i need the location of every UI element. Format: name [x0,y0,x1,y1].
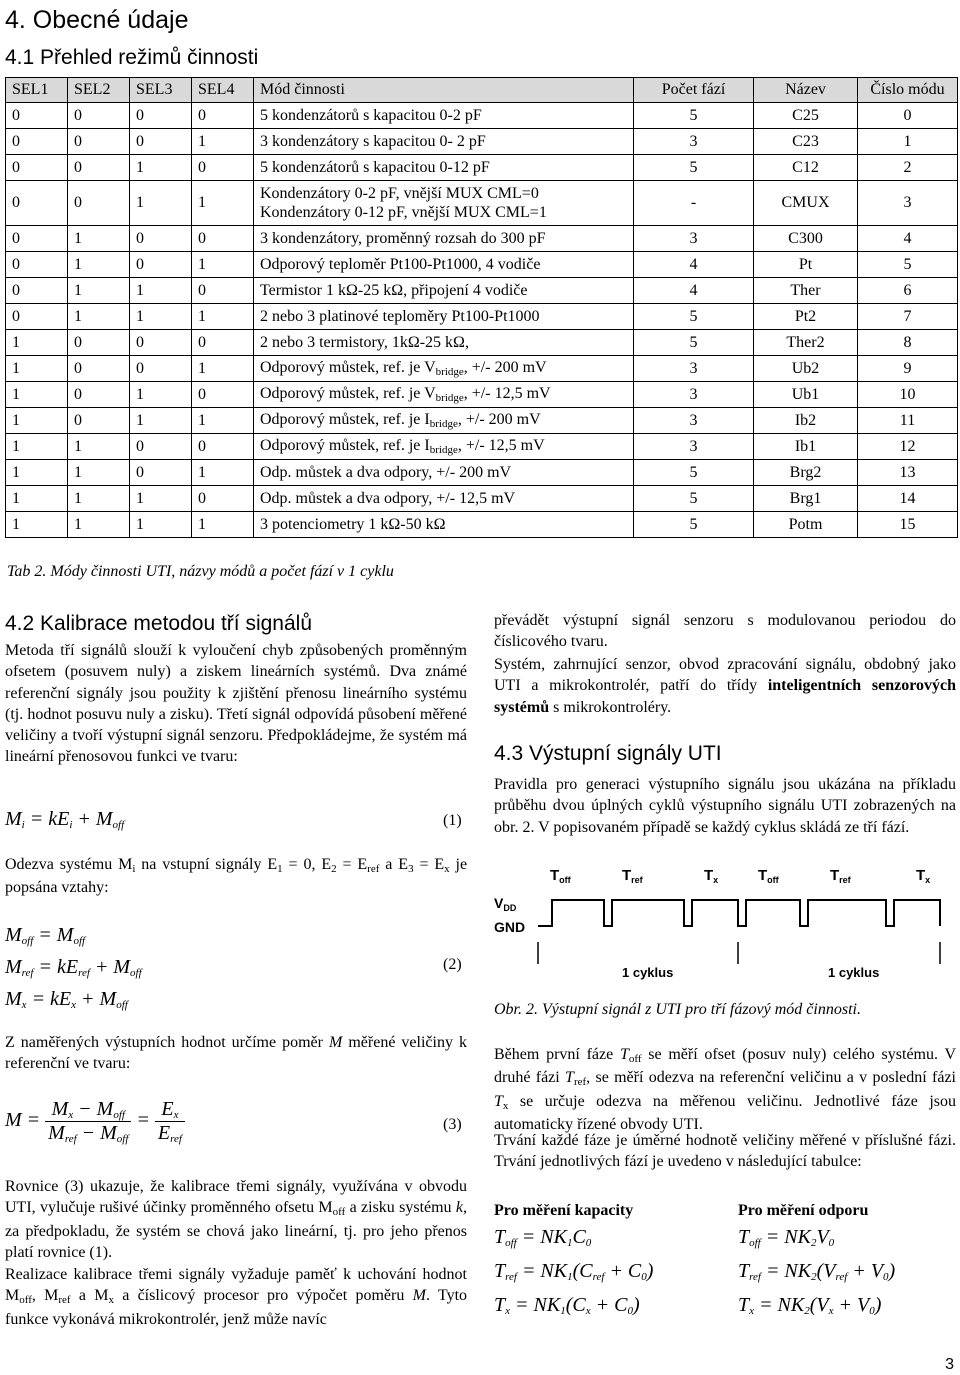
table-cell: 1 [130,181,192,226]
table-cell: 0 [858,103,958,129]
equation-2-number: (2) [443,956,462,973]
table-cell: 3 [634,129,754,155]
output-signal-figure [494,864,942,984]
table-row [6,434,958,460]
table-cell: 4 [634,278,754,304]
table-cell: 0 [130,103,192,129]
table-cell: Ther2 [754,330,858,356]
paragraph-output-signals: Pravidla pro generaci výstupního signálu jsou ukázána na příkladu průběhu dvou úplných cyklů výstupního signálu UTI zobrazených na obr. 2. V popisovaném případě se každý cyklus skládá ze tří fází. [494,776,956,836]
capacity-heading: Pro měření kapacity [494,1202,634,1219]
table-header-cell: Počet fází [634,78,754,103]
table-cell: 0 [68,356,130,382]
table-cell: Ub2 [754,356,858,382]
modes-table [5,77,958,538]
table-cell: 0 [6,181,68,226]
table-cell: 5 [634,155,754,181]
table-cell: 2 nebo 3 termistory, 1kΩ-25 kΩ, [254,330,634,356]
paragraph-right-1: převádět výstupní signál senzoru s modulovanou periodou do číslicového tvaru. [494,612,956,651]
table-cell: 1 [68,252,130,278]
table-cell: 1 [6,434,68,460]
table-cell: 0 [68,330,130,356]
table-cell: 1 [192,460,254,486]
table-row [6,129,958,155]
table-cell: 14 [858,486,958,512]
resistance-eq-ref: Tref = NK2(Vref + V0) [738,1260,896,1283]
table-cell: 1 [858,129,958,155]
table-cell: 5 [634,304,754,330]
table-row [6,460,958,486]
table-cell: 1 [68,460,130,486]
table-cell: 0 [192,103,254,129]
table-cell: 3 [634,226,754,252]
table-cell: 0 [192,486,254,512]
equation-2b: Mref = kEref + Moff [5,956,142,979]
equation-3-number: (3) [443,1116,462,1133]
paragraph-calibration: Rovnice (3) ukazuje, že kalibrace třemi signály, využívána v obvodu UTI, vylučuje rušivé účinky proměnného ofsetu Moff a zisku systému k, za předpokladu, že systém se chová jako lineární, tj. pro jeho přenos platí rovnice (1). [5,1178,467,1261]
table-cell: Ib1 [754,434,858,460]
table-cell: 3 [634,434,754,460]
table-cell: 0 [130,129,192,155]
vdd-label: $V_{DD}$ [494,895,517,913]
table-cell: 1 [6,330,68,356]
table-cell: 1 [6,356,68,382]
table-cell: 4 [858,226,958,252]
table-cell: 1 [192,356,254,382]
paragraph-realization: Realizace kalibrace třemi signály vyžaduje paměť k uchování hodnot Moff, Mref a Mx a číslicový procesor pro výpočet poměru M. Tyto funkce vykonává mikrokontrolér, jenž může navíc [5,1266,468,1328]
table-cell: Ib2 [754,408,858,434]
output-waveform [538,900,940,926]
table-cell: Brg1 [754,486,858,512]
table-row [6,408,958,434]
table-cell: 1 [6,382,68,408]
table-header-cell: SEL4 [192,78,254,103]
table-cell: 1 [130,304,192,330]
table-cell: 1 [192,408,254,434]
table-row [6,181,958,226]
table-cell: C25 [754,103,858,129]
table-cell: 1 [6,486,68,512]
table-caption: Tab 2. Módy činnosti UTI, názvy módů a počet fází v 1 cyklu [7,563,394,580]
table-cell: 9 [858,356,958,382]
table-cell: 3 kondenzátory s kapacitou 0- 2 pF [254,129,634,155]
table-cell: Ther [754,278,858,304]
table-cell: C12 [754,155,858,181]
resistance-eq-x: Tx = NK2(Vx + V0) [738,1294,882,1317]
table-cell: 1 [130,155,192,181]
phase-label: $T_x$ [916,867,931,885]
table-cell: 2 nebo 3 platinové teploměry Pt100-Pt1000 [254,304,634,330]
table-cell: 0 [68,382,130,408]
capacity-eq-off: Toff = NK1C0 [494,1226,592,1249]
capacity-eq-x: Tx = NK1(Cx + C0) [494,1294,640,1317]
table-cell: 1 [130,486,192,512]
table-cell: 5 [858,252,958,278]
table-cell: 5 [634,103,754,129]
table-cell: 3 potenciometry 1 kΩ-50 kΩ [254,512,634,538]
table-cell: 11 [858,408,958,434]
table-cell: 0 [130,252,192,278]
paragraph-method: Metoda tří signálů slouží k vyloučení chyb způsobených proměnným ofsetem (posuvem nuly) a ziskem lineárních systémů. Dva známé referenční signály jsou použity k zjištění přenosu lineárního systému (tj. hodnot posuvu nuly a zisku). Třetí signál odpovídá působení měřené veličiny a tvoří výstupní signál senzoru. Předpokládejme, že systém má lineární přenosovou funkci ve tvaru: [5,642,467,766]
table-cell: 0 [6,304,68,330]
table-cell: 1 [130,512,192,538]
table-cell: 1 [192,304,254,330]
table-cell: 0 [68,103,130,129]
table-row [6,252,958,278]
phase-label: $T_{ref}$ [830,867,851,885]
table-row [6,278,958,304]
table-cell: 12 [858,434,958,460]
paragraph-response: Odezva systému Mi na vstupní signály E1 = 0, E2 = Eref a E3 = Ex je popsána vztahy: [5,856,468,897]
section-4-2-title: 4.2 Kalibrace metodou tří signálů [5,612,313,635]
equation-2a: Moff = Moff [5,924,86,947]
table-cell: 5 kondenzátorů s kapacitou 0-2 pF [254,103,634,129]
table-cell: 0 [192,434,254,460]
resistance-heading: Pro měření odporu [738,1202,869,1219]
equation-3: M = $\frac{\text{Mx − Moff}}{\text{Mref − Moff}}$ = $\frac{Ex}{\text{Eref}}$ [5,1098,185,1145]
table-cell: Odporový můstek, ref. je Vbridge, +/- 12,5 mV [254,382,634,408]
table-cell: 1 [130,408,192,434]
table-cell: 1 [68,512,130,538]
table-cell: 3 [634,356,754,382]
table-cell: 0 [192,382,254,408]
table-cell: CMUX [754,181,858,226]
table-cell: 0 [130,226,192,252]
table-cell: Brg2 [754,460,858,486]
cycle-label: 1 cyklus [622,965,674,980]
table-cell: Pt2 [754,304,858,330]
table-row [6,382,958,408]
paragraph-right-2: Systém, zahrnující senzor, obvod zpracování signálu, obdobný jako UTI a mikrokontrolér, patří do třídy inteligentních senzorových systémů s mikrokontroléry. [494,656,957,716]
table-cell: Potm [754,512,858,538]
table-row [6,512,958,538]
table-row [6,486,958,512]
table-header-cell: Název [754,78,858,103]
table-cell: Kondenzátory 0-2 pF, vnější MUX CML=0 Kondenzátory 0-12 pF, vnější MUX CML=1 [254,181,634,226]
section-4-3-title: 4.3 Výstupní signály UTI [494,742,722,765]
table-cell: 0 [68,129,130,155]
table-cell: 13 [858,460,958,486]
table-cell: 0 [68,181,130,226]
table-cell: 1 [6,512,68,538]
phase-label: $T_{off}$ [758,867,779,885]
table-cell: 5 [634,486,754,512]
table-cell: Ub1 [754,382,858,408]
table-row [6,103,958,129]
table-cell: C23 [754,129,858,155]
table-cell: C300 [754,226,858,252]
table-cell: 6 [858,278,958,304]
table-cell: 1 [68,486,130,512]
resistance-eq-off: Toff = NK2V0 [738,1226,835,1249]
paragraph-phases: Během první fáze Toff se měří ofset (posuv nuly) celého systému. V druhé fázi Tref, se měří odezva na referenční veličinu a v poslední fázi Tx se určuje odezva na měřenou veličinu. Jednotlivé fáze jsou automaticky řízené obvody UTI. [494,1046,957,1133]
table-cell: 1 [68,226,130,252]
table-cell: 1 [68,278,130,304]
table-cell: 10 [858,382,958,408]
table-cell: 1 [68,434,130,460]
table-row [6,304,958,330]
table-cell: 1 [130,382,192,408]
table-cell: 8 [858,330,958,356]
table-cell: 0 [192,226,254,252]
table-cell: 1 [192,181,254,226]
table-cell: 2 [858,155,958,181]
table-row [6,330,958,356]
table-cell: Odporový teploměr Pt100-Pt1000, 4 vodiče [254,252,634,278]
table-row [6,226,958,252]
table-cell: 1 [130,278,192,304]
table-header-cell: SEL3 [130,78,192,103]
table-cell: 0 [68,408,130,434]
table-cell: 15 [858,512,958,538]
table-header-cell: Mód činnosti [254,78,634,103]
table-cell: 0 [192,155,254,181]
table-cell: 0 [130,460,192,486]
table-cell: Odporový můstek, ref. je Ibridge, +/- 200 mV [254,408,634,434]
table-cell: 1 [6,408,68,434]
table-cell: 0 [6,129,68,155]
table-row [6,155,958,181]
table-cell: 1 [6,460,68,486]
phase-label: $T_{off}$ [550,867,571,885]
table-cell: 7 [858,304,958,330]
table-cell: 3 [634,408,754,434]
table-cell: 4 [634,252,754,278]
table-cell: 1 [192,252,254,278]
section-4-1-title: 4.1 Přehled režimů činnosti [5,46,259,69]
table-cell: 1 [192,129,254,155]
paragraph-ratio: Z naměřených výstupních hodnot určíme poměr M měřené veličiny k referenční ve tvaru: [5,1034,467,1073]
table-cell: Odp. můstek a dva odpory, +/- 12,5 mV [254,486,634,512]
table-cell: 5 [634,330,754,356]
figure-caption: Obr. 2. Výstupní signál z UTI pro tří fázový mód činnosti. [494,1001,861,1018]
table-header-cell: SEL2 [68,78,130,103]
table-cell: 0 [6,278,68,304]
table-cell: 1 [192,512,254,538]
table-cell: 3 kondenzátory, proměnný rozsah do 300 pF [254,226,634,252]
table-header-row [6,78,958,103]
table-cell: 0 [192,278,254,304]
table-cell: 5 kondenzátorů s kapacitou 0-12 pF [254,155,634,181]
table-header-cell: Číslo módu [858,78,958,103]
phase-label: $T_{ref}$ [622,867,643,885]
table-cell: - [634,181,754,226]
table-cell: 5 [634,512,754,538]
table-row [6,356,958,382]
table-cell: Odp. můstek a dva odpory, +/- 200 mV [254,460,634,486]
table-cell: 0 [130,330,192,356]
table-cell: 0 [192,330,254,356]
equation-2c: Mx = kEx + Moff [5,988,128,1011]
cycle-label: 1 cyklus [828,965,880,980]
table-cell: 0 [6,226,68,252]
page-heading: 4. Obecné údaje [5,6,189,34]
table-cell: 0 [6,155,68,181]
paragraph-durations: Trvání každé fáze je úměrné hodnotě veličiny měřené v příslušné fázi. Trvání jednotlivých fází je uvedeno v následující tabulce: [494,1132,956,1171]
table-cell: Odporový můstek, ref. je Vbridge, +/- 200 mV [254,356,634,382]
table-cell: 0 [6,252,68,278]
table-cell: 3 [634,382,754,408]
table-header-cell: SEL1 [6,78,68,103]
table-cell: Pt [754,252,858,278]
table-cell: 0 [68,155,130,181]
table-body [6,103,958,538]
table-cell: Odporový můstek, ref. je Ibridge, +/- 12,5 mV [254,434,634,460]
equation-1-number: (1) [443,812,462,829]
table-cell: 0 [130,434,192,460]
gnd-label: GND [494,919,526,935]
table-cell: Termistor 1 kΩ-25 kΩ, připojení 4 vodiče [254,278,634,304]
table-cell: 1 [68,304,130,330]
table-cell: 5 [634,460,754,486]
equation-1: Mi = kEi + Moff [5,808,125,831]
phase-label: $T_x$ [704,867,719,885]
table-cell: 0 [130,356,192,382]
capacity-eq-ref: Tref = NK1(Cref + C0) [494,1260,654,1283]
table-cell: 3 [858,181,958,226]
page-number: 3 [945,1356,954,1373]
table-cell: 0 [6,103,68,129]
